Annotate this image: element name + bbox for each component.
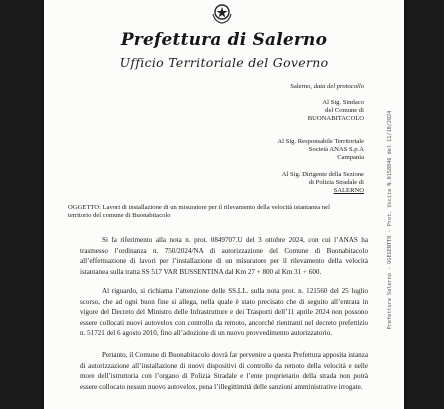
dateline [290, 83, 364, 91]
office-subtitle: Ufficio Territoriale del Governo [119, 55, 329, 70]
recipient-1-line1: Al Sig. Sindaco [322, 99, 364, 106]
paragraph-3: Pertanto, il Comune di Buonabitacolo dovrà far pervenire a questa Prefettura apposita istanza di autorizzazione all’installazione di nuovi dispositivi di controllo da remoto della velocità e nelle more dell’istruttoria con l’organo di Polizia Stradale e l’ente proprietario della strada non potrà essere collocato nessun nuovo autovelox, pena l’illegittimità delle sanzioni amministrative irrogate. [80, 351, 368, 391]
dateline-date: data del protocollo [313, 83, 364, 90]
protocol-stamp-text: Prefettura Salerno - UGEGENTTO - Prot. Uscita N.0158846 del 11/10/2024 [387, 110, 393, 330]
paragraph-2: Al riguardo, si richiama l’attenzione delle SS.LL. sulla nota prot. n. 121560 del 25 luglio scorso, che ad ogni buon fine si allega, nella quale è stato precisato che di seguito all’entrata in vigore del Decreto del Ministro delle Infrastrutture e dei Trasporti dell’11 aprile 2024 non possono essere collocati nuovi autovelox con controllo da remoto, ancorché rientranti nel decreto prefettizio n. 51721 del 6 agosto 2010, fino all’adozione di un nuovo provvedimento autorizzatorio. [80, 287, 368, 338]
recipient-2-line1: Al Sig. Responsabile Territoriale [277, 138, 364, 145]
recipient-1-line3: BUONABITACOLO [307, 115, 364, 122]
paragraph-1: Si fa riferimento alla nota n. prot. 0849707.U del 3 ottobre 2024, con cui l’ANAS ha trasmesso l’ordinanza n. 750/2024/NA di autorizzazione del Comune di Buonabitacolo all’effettuazione di lavori per l’installazione di un misuratore per il rilevamento della velocità istantanea sulla tratta SS 517 VAR BUSSENTINA dal Km 27 + 800 al Km 31 + 600. [80, 236, 368, 276]
prefecture-title: Prefettura di Salerno [120, 30, 328, 50]
recipient-2-line2: Società ANAS S.p.A [308, 146, 364, 153]
document-page [44, 0, 404, 409]
recipient-1-line2: del Comune di [325, 107, 364, 114]
subject-label: OGGETTO: [68, 204, 101, 211]
italian-republic-emblem-icon [210, 2, 234, 24]
subject-line2: territorio del comune di Buonabitacolo [68, 212, 171, 219]
protocol-stamp [386, 70, 394, 370]
subject-text-1: Lavori di installazione di un misuratore per il rilevamento della velocità istantanea nel [102, 204, 330, 211]
recipient-2-line3: Campania [337, 154, 364, 161]
recipient-3-line3: SALERNO [333, 187, 364, 194]
subject-line1 [68, 204, 330, 212]
dateline-city: Salerno, [290, 83, 314, 90]
recipient-3-line2: di Polizia Stradale di [308, 179, 364, 186]
recipient-3-line1: Al Sig. Dirigente della Sezione [281, 171, 364, 178]
